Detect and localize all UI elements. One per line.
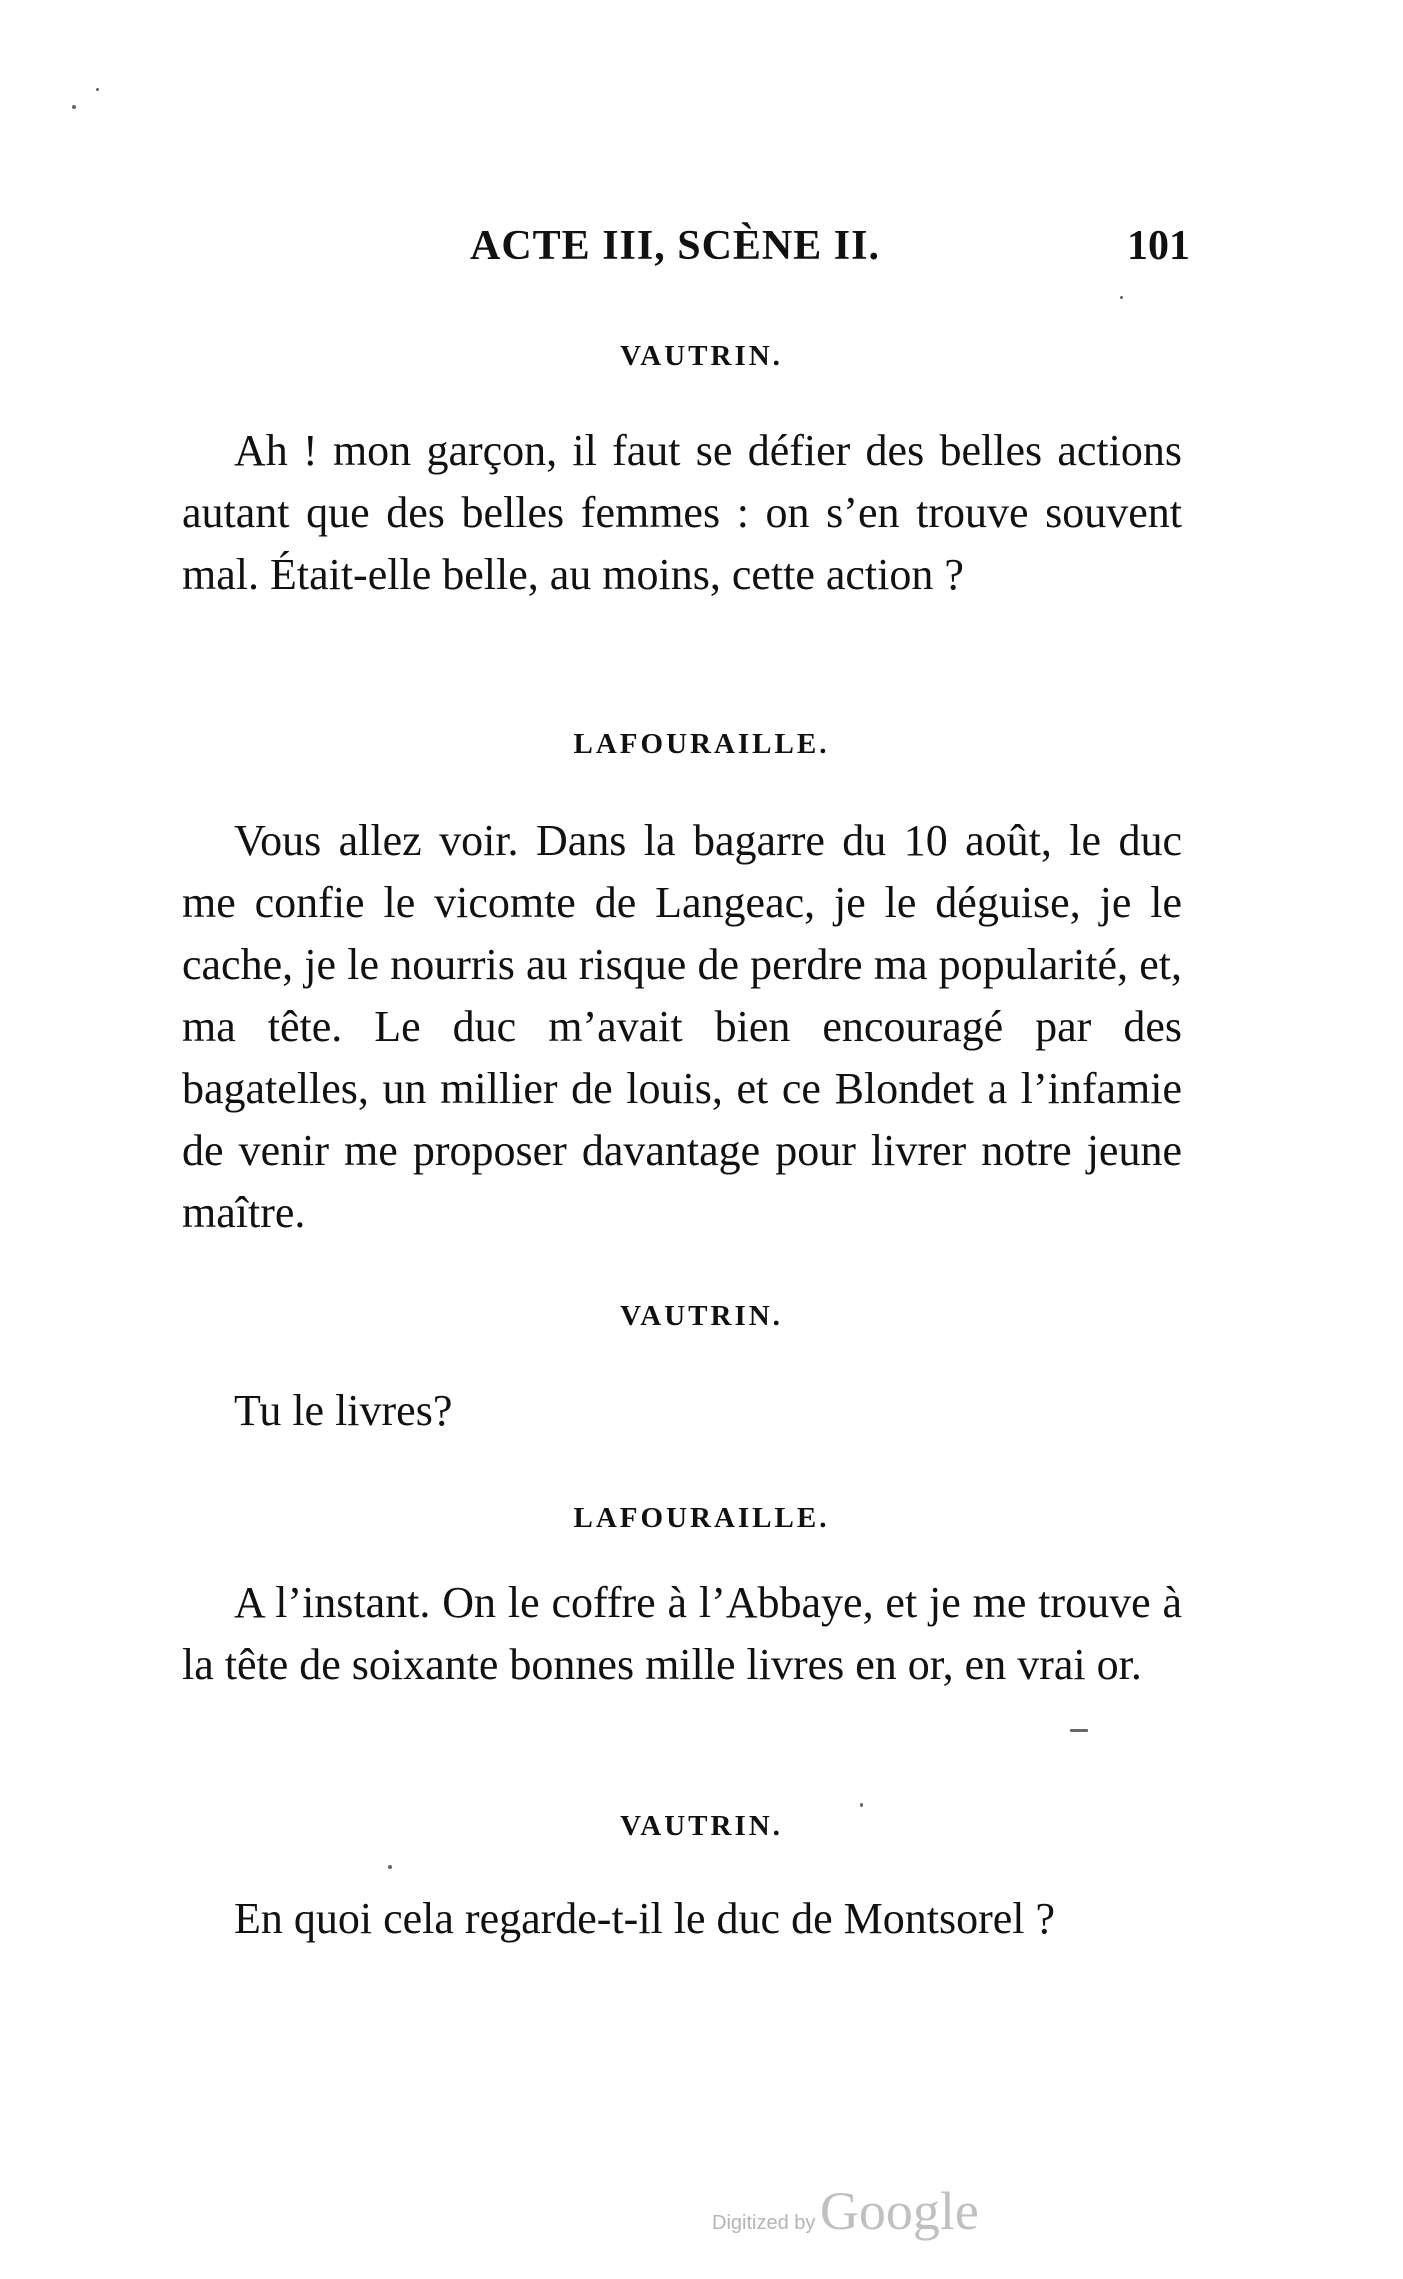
digitization-watermark <box>712 2180 979 2242</box>
watermark-prefix: Digitized by <box>712 2212 816 2234</box>
running-title: ACTE III, SCÈNE II. <box>470 223 880 269</box>
scan-speck <box>1120 296 1123 299</box>
google-logo: Google <box>819 2181 979 2241</box>
scan-speck <box>860 1803 863 1807</box>
speaker-name: VAUTRIN. <box>620 1810 783 1842</box>
scan-speck <box>388 1865 392 1869</box>
speech-text: Tu le livres? <box>234 1386 453 1435</box>
speech-text: En quoi cela regarde-t-il le duc de Montsorel ? <box>234 1894 1056 1943</box>
scan-speck <box>96 88 99 91</box>
speaker-name: VAUTRIN. <box>620 340 783 372</box>
speech-text: Vous allez voir. Dans la bagarre du 10 août, le duc me confie le vicomte de Langeac, je le déguise, je le cache, je le nourris au risque de perdre ma popularité, et, ma tête. Le duc m’avait bien encouragé par des bagatelles, un millier de louis, et ce Blondet a l’infamie de venir me proposer davantage pour livrer notre jeune maître. <box>182 816 1182 1237</box>
page-header <box>470 222 1190 282</box>
speech-text: A l’instant. On le coffre à l’Abbaye, et je me trouve à la tête de soixante bonnes mille livres en or, en vrai or. <box>182 1578 1182 1689</box>
page-number: 101 <box>1127 223 1190 269</box>
scan-speck <box>1070 1729 1088 1732</box>
speaker-name: VAUTRIN. <box>620 1300 783 1332</box>
speech-text: Ah ! mon garçon, il faut se défier des belles actions autant que des belles femmes : on s’en trouve souvent mal. Était-elle belle, au moins, cette action ? <box>182 426 1182 599</box>
speaker-name: LAFOURAILLE. <box>573 728 830 760</box>
speaker-name: LAFOURAILLE. <box>573 1502 830 1534</box>
scan-speck <box>72 105 76 109</box>
